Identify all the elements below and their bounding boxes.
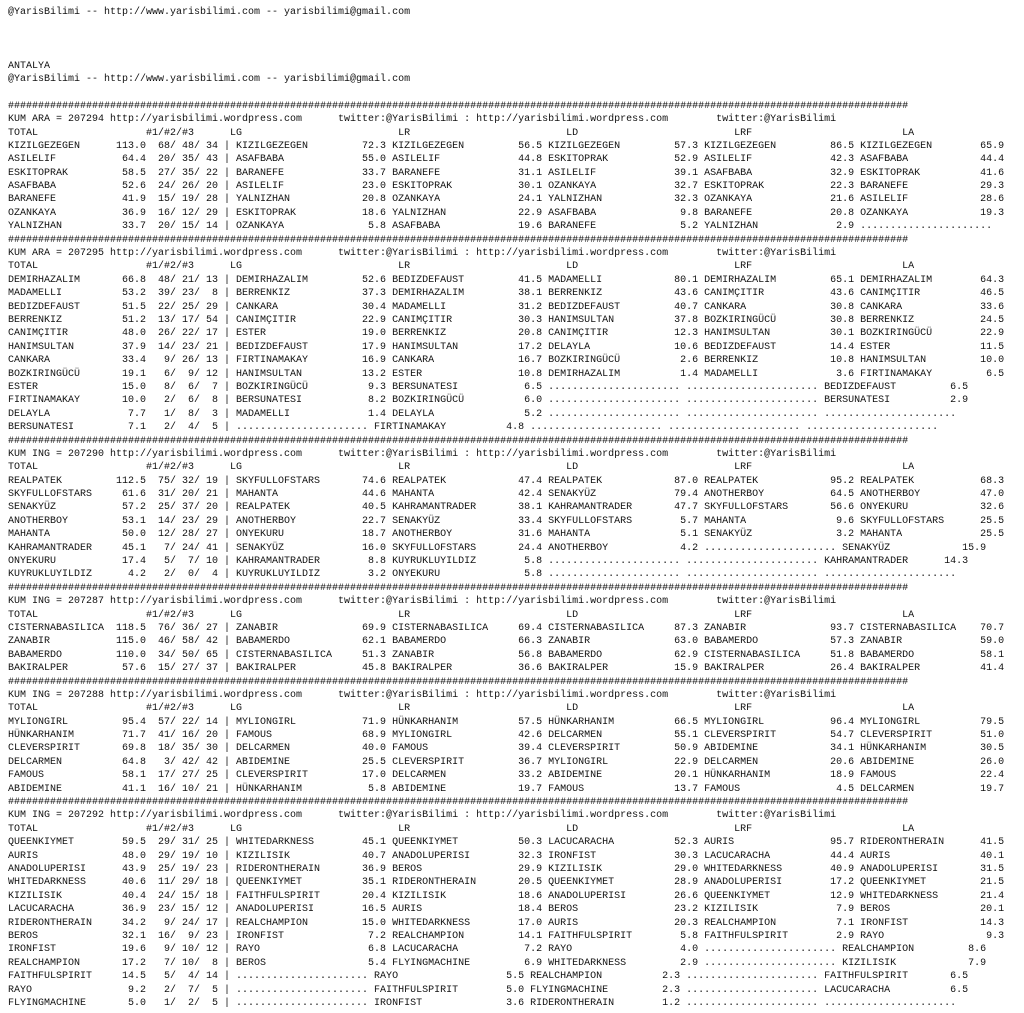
race-row: ANADOLUPERISI 43.9 25/ 19/ 23 | RIDERONTHERAIN 36.9 BEROS 29.9 KIZILISIK 29.0 WHITEDARKNESS 40.9 ANADOLUPERISI 31.5 <box>8 864 1005 875</box>
blank-line <box>8 46 1024 59</box>
race-row: BARANEFE 41.9 15/ 19/ 28 | YALNIZHAN 20.8 OZANKAYA 24.1 YALNIZHAN 32.3 OZANKAYA 21.6 ASILELIF 28.6 <box>8 194 1005 206</box>
race-row: DEMIRHAZALIM 66.8 48/ 21/ 13 | DEMIRHAZALIM 52.6 BEDIZDEFAUST 41.5 MADAMELLI 80.1 DEMIRHAZALIM 65.1 DEMIRHAZALIM 64.3 <box>8 274 1005 286</box>
race-header: KUM ING = 207292 http://yarisbilimi.wordpress.com twitter:@YarisBilimi : http://yarisbilimi.wordpress.com twitter:@YarisBilimi <box>8 810 837 822</box>
race-block <box>8 595 1024 675</box>
race-column-headers: TOTAL #1/#2/#3 LG LR LD LRF LA <box>8 462 915 474</box>
race-row: KIZILGEZEGEN 113.0 68/ 48/ 34 | KIZILGEZEGEN 72.3 KIZILGEZEGEN 56.5 KIZILGEZEGEN 57.3 KIZILGEZEGEN 86.5 KIZILGEZEGEN 65.9 <box>8 140 1005 152</box>
race-header: KUM ING = 207290 http://yarisbilimi.wordpress.com twitter:@YarisBilimi : http://yarisbilimi.wordpress.com twitter:@YarisBilimi <box>8 448 837 460</box>
race-row: KIZILISIK 40.4 24/ 15/ 18 | FAITHFULSPIRIT 20.4 KIZILISIK 18.6 ANADOLUPERISI 26.6 QUEENKIYMET 12.9 WHITEDARKNESS 21.4 <box>8 890 1005 902</box>
race-row: ANOTHERBOY 53.1 14/ 23/ 29 | ANOTHERBOY 22.7 SENAKYÜZ 33.4 SKYFULLOFSTARS 5.7 MAHANTA 9.6 SKYFULLOFSTARS 25.5 <box>8 515 1005 527</box>
race-block <box>8 689 1024 796</box>
race-row: RIDERONTHERAIN 34.2 9/ 24/ 17 | REALCHAMPION 15.0 WHITEDARKNESS 17.0 AURIS 20.3 REALCHAMPION 7.1 IRONFIST 14.3 <box>8 917 1005 929</box>
race-row: FIRTINAMAKAY 10.0 2/ 6/ 8 | BERSUNATESI 8.2 BOZKIRINGÜCÜ 6.0 ...................... ...................... BERSUNATESI 2.9 <box>8 395 969 407</box>
race-row: BEDIZDEFAUST 51.5 22/ 25/ 29 | CANKARA 30.4 MADAMELLI 31.2 BEDIZDEFAUST 40.7 CANKARA 30.8 CANKARA 33.6 <box>8 301 1005 313</box>
race-row: HÜNKARHANIM 71.7 41/ 16/ 20 | FAMOUS 68.9 MYLIONGIRL 42.6 DELCARMEN 55.1 CLEVERSPIRIT 54.7 CLEVERSPIRIT 51.0 <box>8 730 1005 742</box>
race-row: ONYEKURU 17.4 5/ 7/ 10 | KAHRAMANTRADER 8.8 KUYRUKLUYILDIZ 5.8 ...................... ...................... KAHRAMANTRADER 14.3 <box>8 556 969 568</box>
separator-line: ###################################################################################################################################################### <box>8 582 909 594</box>
race-row: RAYO 9.2 2/ 7/ 5 | ...................... FAITHFULSPIRIT 5.0 FLYINGMACHINE 2.3 ...................... LACUCARACHA 6.5 <box>8 984 969 996</box>
header-contact-top: @YarisBilimi -- http://www.yarisbilimi.com -- yarisbilimi@gmail.com <box>8 7 411 18</box>
race-row: BAKIRALPER 57.6 15/ 27/ 37 | BAKIRALPER 45.8 BAKIRALPER 36.6 BAKIRALPER 15.9 BAKIRALPER 26.4 BAKIRALPER 41.4 <box>8 663 1005 675</box>
race-column-headers: TOTAL #1/#2/#3 LG LR LD LRF LA <box>8 127 915 139</box>
race-column-headers: TOTAL #1/#2/#3 LG LR LD LRF LA <box>8 823 915 835</box>
race-row: ASILELIF 64.4 20/ 35/ 43 | ASAFBABA 55.0 ASILELIF 44.8 ESKITOPRAK 52.9 ASILELIF 42.3 ASAFBABA 44.4 <box>8 154 1005 166</box>
race-list <box>8 100 1024 1011</box>
race-row: BERSUNATESI 7.1 2/ 4/ 5 | ...................... FIRTINAMAKAY 4.8 ...................... ...................... ...................... <box>8 422 939 434</box>
race-row: CISTERNABASILICA 118.5 76/ 36/ 27 | ZANABIR 69.9 CISTERNABASILICA 69.4 CISTERNABASILICA 87.3 ZANABIR 93.7 CISTERNABASILICA 70.7 <box>8 622 1005 634</box>
race-row: CANKARA 33.4 9/ 26/ 13 | FIRTINAMAKAY 16.9 CANKARA 16.7 BOZKIRINGÜCÜ 2.6 BERRENKIZ 10.8 HANIMSULTAN 10.0 <box>8 355 1005 367</box>
race-row: LACUCARACHA 36.9 23/ 15/ 12 | ANADOLUPERISI 16.5 AURIS 18.4 BEROS 23.2 KIZILISIK 7.9 BEROS 20.1 <box>8 904 1005 916</box>
race-column-headers: TOTAL #1/#2/#3 LG LR LD LRF LA <box>8 609 915 621</box>
race-row: CLEVERSPIRIT 69.8 18/ 35/ 30 | DELCARMEN 40.0 FAMOUS 39.4 CLEVERSPIRIT 50.9 ABIDEMINE 34.1 HÜNKARHANIM 30.5 <box>8 743 1005 755</box>
blank-line <box>8 19 1024 32</box>
separator-line: ###################################################################################################################################################### <box>8 234 909 246</box>
race-column-headers: TOTAL #1/#2/#3 LG LR LD LRF LA <box>8 703 915 715</box>
race-row: FAMOUS 58.1 17/ 27/ 25 | CLEVERSPIRIT 17.0 DELCARMEN 33.2 ABIDEMINE 20.1 HÜNKARHANIM 18.9 FAMOUS 22.4 <box>8 770 1005 782</box>
race-row: DELAYLA 7.7 1/ 8/ 3 | MADAMELLI 1.4 DELAYLA 5.2 ...................... ...................... ...................... <box>8 408 957 420</box>
blank-line <box>8 33 1024 46</box>
separator-line: ###################################################################################################################################################### <box>8 100 909 112</box>
race-row: WHITEDARKNESS 40.6 11/ 29/ 18 | QUEENKIYMET 35.1 RIDERONTHERAIN 20.5 QUEENKIYMET 28.9 ANADOLUPERISI 17.2 QUEENKIYMET 21.5 <box>8 877 1005 889</box>
race-row: BABAMERDO 110.0 34/ 50/ 65 | CISTERNABASILICA 51.3 ZANABIR 56.8 BABAMERDO 62.9 CISTERNABASILICA 51.8 BABAMERDO 58.1 <box>8 649 1005 661</box>
race-row: ABIDEMINE 41.1 16/ 10/ 21 | HÜNKARHANIM 5.8 ABIDEMINE 19.7 FAMOUS 13.7 FAMOUS 4.5 DELCARMEN 19.7 <box>8 783 1005 795</box>
race-row: MAHANTA 50.0 12/ 28/ 27 | ONYEKURU 18.7 ANOTHERBOY 31.6 MAHANTA 5.1 SENAKYÜZ 3.2 MAHANTA 25.5 <box>8 529 1005 541</box>
separator-line: ###################################################################################################################################################### <box>8 797 909 809</box>
separator-line: ###################################################################################################################################################### <box>8 676 909 688</box>
race-column-headers: TOTAL #1/#2/#3 LG LR LD LRF LA <box>8 261 915 273</box>
race-row: YALNIZHAN 33.7 20/ 15/ 14 | OZANKAYA 5.8 ASAFBABA 19.6 BARANEFE 5.2 YALNIZHAN 2.9 ...................... <box>8 221 993 233</box>
race-header: KUM ARA = 207295 http://yarisbilimi.wordpress.com twitter:@YarisBilimi : http://yarisbilimi.wordpress.com twitter:@YarisBilimi <box>8 248 837 260</box>
race-row: DELCARMEN 64.8 3/ 42/ 42 | ABIDEMINE 25.5 CLEVERSPIRIT 36.7 MYLIONGIRL 22.9 DELCARMEN 20.6 ABIDEMINE 26.0 <box>8 756 1005 768</box>
race-row: OZANKAYA 36.9 16/ 12/ 29 | ESKITOPRAK 18.6 YALNIZHAN 22.9 ASAFBABA 9.8 BARANEFE 20.8 OZANKAYA 19.3 <box>8 207 1005 219</box>
race-row: HANIMSULTAN 37.9 14/ 23/ 21 | BEDIZDEFAUST 17.9 HANIMSULTAN 17.2 DELAYLA 10.6 BEDIZDEFAUST 14.4 ESTER 11.5 <box>8 341 1005 353</box>
race-row: BERRENKIZ 51.2 13/ 17/ 54 | CANIMÇITIR 22.9 CANIMÇITIR 30.3 HANIMSULTAN 37.8 BOZKIRINGÜCÜ 30.8 BERRENKIZ 24.5 <box>8 314 1005 326</box>
header-city: ANTALYA <box>8 60 51 72</box>
race-row: ESTER 15.0 8/ 6/ 7 | BOZKIRINGÜCÜ 9.3 BERSUNATESI 6.5 ...................... ...................... BEDIZDEFAUST 6.5 <box>8 381 969 393</box>
race-block <box>8 448 1024 582</box>
race-header: KUM ING = 207288 http://yarisbilimi.wordpress.com twitter:@YarisBilimi : http://yarisbilimi.wordpress.com twitter:@YarisBilimi <box>8 689 837 701</box>
race-row: MYLIONGIRL 95.4 57/ 22/ 14 | MYLIONGIRL 71.9 HÜNKARHANIM 57.5 HÜNKARHANIM 66.5 MYLIONGIRL 96.4 MYLIONGIRL 79.5 <box>8 716 1005 728</box>
race-row: REALCHAMPION 17.2 7/ 10/ 8 | BEROS 5.4 FLYINGMACHINE 6.9 WHITEDARKNESS 2.9 ...................... KIZILISIK 7.9 <box>8 957 987 969</box>
blank-line <box>8 86 1024 99</box>
race-row: ZANABIR 115.0 46/ 58/ 42 | BABAMERDO 62.1 BABAMERDO 66.3 ZANABIR 63.0 BABAMERDO 57.3 ZANABIR 59.0 <box>8 636 1005 648</box>
race-row: QUEENKIYMET 59.5 29/ 31/ 25 | WHITEDARKNESS 45.1 QUEENKIYMET 50.3 LACUCARACHA 52.3 AURIS 95.7 RIDERONTHERAIN 41.5 <box>8 837 1005 849</box>
race-row: FLYINGMACHINE 5.0 1/ 2/ 5 | ...................... IRONFIST 3.6 RIDERONTHERAIN 1.2 ...................... ...................... <box>8 997 957 1009</box>
separator-line: ###################################################################################################################################################### <box>8 435 909 447</box>
race-row: SKYFULLOFSTARS 61.6 31/ 20/ 21 | MAHANTA 44.6 MAHANTA 42.4 SENAKYÜZ 79.4 ANOTHERBOY 64.5 ANOTHERBOY 47.0 <box>8 489 1005 501</box>
race-row: AURIS 48.0 29/ 19/ 10 | KIZILISIK 40.7 ANADOLUPERISI 32.3 IRONFIST 30.3 LACUCARACHA 44.4 AURIS 40.1 <box>8 850 1005 862</box>
race-header: KUM ING = 207287 http://yarisbilimi.wordpress.com twitter:@YarisBilimi : http://yarisbilimi.wordpress.com twitter:@YarisBilimi <box>8 596 837 608</box>
race-row: MADAMELLI 53.2 39/ 23/ 8 | BERRENKIZ 37.3 DEMIRHAZALIM 38.1 BERRENKIZ 43.6 CANIMÇITIR 43.6 CANIMÇITIR 46.5 <box>8 288 1005 300</box>
race-row: ESKITOPRAK 58.5 27/ 35/ 22 | BARANEFE 33.7 BARANEFE 31.1 ASILELIF 39.1 ASAFBABA 32.9 ESKITOPRAK 41.6 <box>8 167 1005 179</box>
race-row: CANIMÇITIR 48.0 26/ 22/ 17 | ESTER 19.0 BERRENKIZ 20.8 CANIMÇITIR 12.3 HANIMSULTAN 30.1 BOZKIRINGÜCÜ 22.9 <box>8 328 1005 340</box>
race-row: REALPATEK 112.5 75/ 32/ 19 | SKYFULLOFSTARS 74.6 REALPATEK 47.4 REALPATEK 87.0 REALPATEK 95.2 REALPATEK 68.3 <box>8 475 1005 487</box>
race-row: KAHRAMANTRADER 45.1 7/ 24/ 41 | SENAKYÜZ 16.0 SKYFULLOFSTARS 24.4 ANOTHERBOY 4.2 ...................... SENAKYÜZ 15.9 <box>8 542 987 554</box>
race-block <box>8 113 1024 234</box>
race-row: BEROS 32.1 16/ 9/ 23 | IRONFIST 7.2 REALCHAMPION 14.1 FAITHFULSPIRIT 5.8 FAITHFULSPIRIT 2.9 RAYO 9.3 <box>8 930 1005 942</box>
race-header: KUM ARA = 207294 http://yarisbilimi.wordpress.com twitter:@YarisBilimi : http://yarisbilimi.wordpress.com twitter:@YarisBilimi <box>8 114 837 126</box>
race-row: KUYRUKLUYILDIZ 4.2 2/ 0/ 4 | KUYRUKLUYILDIZ 3.2 ONYEKURU 5.8 ...................... ...................... ...................... <box>8 569 957 581</box>
race-row: IRONFIST 19.6 9/ 10/ 12 | RAYO 6.8 LACUCARACHA 7.2 RAYO 4.0 ...................... REALCHAMPION 8.6 <box>8 944 987 956</box>
race-row: ASAFBABA 52.6 24/ 26/ 20 | ASILELIF 23.0 ESKITOPRAK 30.1 OZANKAYA 32.7 ESKITOPRAK 22.3 BARANEFE 29.3 <box>8 181 1005 193</box>
race-block <box>8 809 1024 1010</box>
race-row: BOZKIRINGÜCÜ 19.1 6/ 9/ 12 | HANIMSULTAN 13.2 ESTER 10.8 DEMIRHAZALIM 1.4 MADAMELLI 3.6 FIRTINAMAKAY 6.5 <box>8 368 1005 380</box>
header-contact: @YarisBilimi -- http://www.yarisbilimi.com -- yarisbilimi@gmail.com <box>8 73 411 85</box>
race-block <box>8 247 1024 434</box>
race-row: FAITHFULSPIRIT 14.5 5/ 4/ 14 | ...................... RAYO 5.5 REALCHAMPION 2.3 ...................... FAITHFULSPIRIT 6.5 <box>8 971 969 983</box>
race-row: SENAKYÜZ 57.2 25/ 37/ 20 | REALPATEK 40.5 KAHRAMANTRADER 38.1 KAHRAMANTRADER 47.7 SKYFULLOFSTARS 56.6 ONYEKURU 32.6 <box>8 502 1005 514</box>
